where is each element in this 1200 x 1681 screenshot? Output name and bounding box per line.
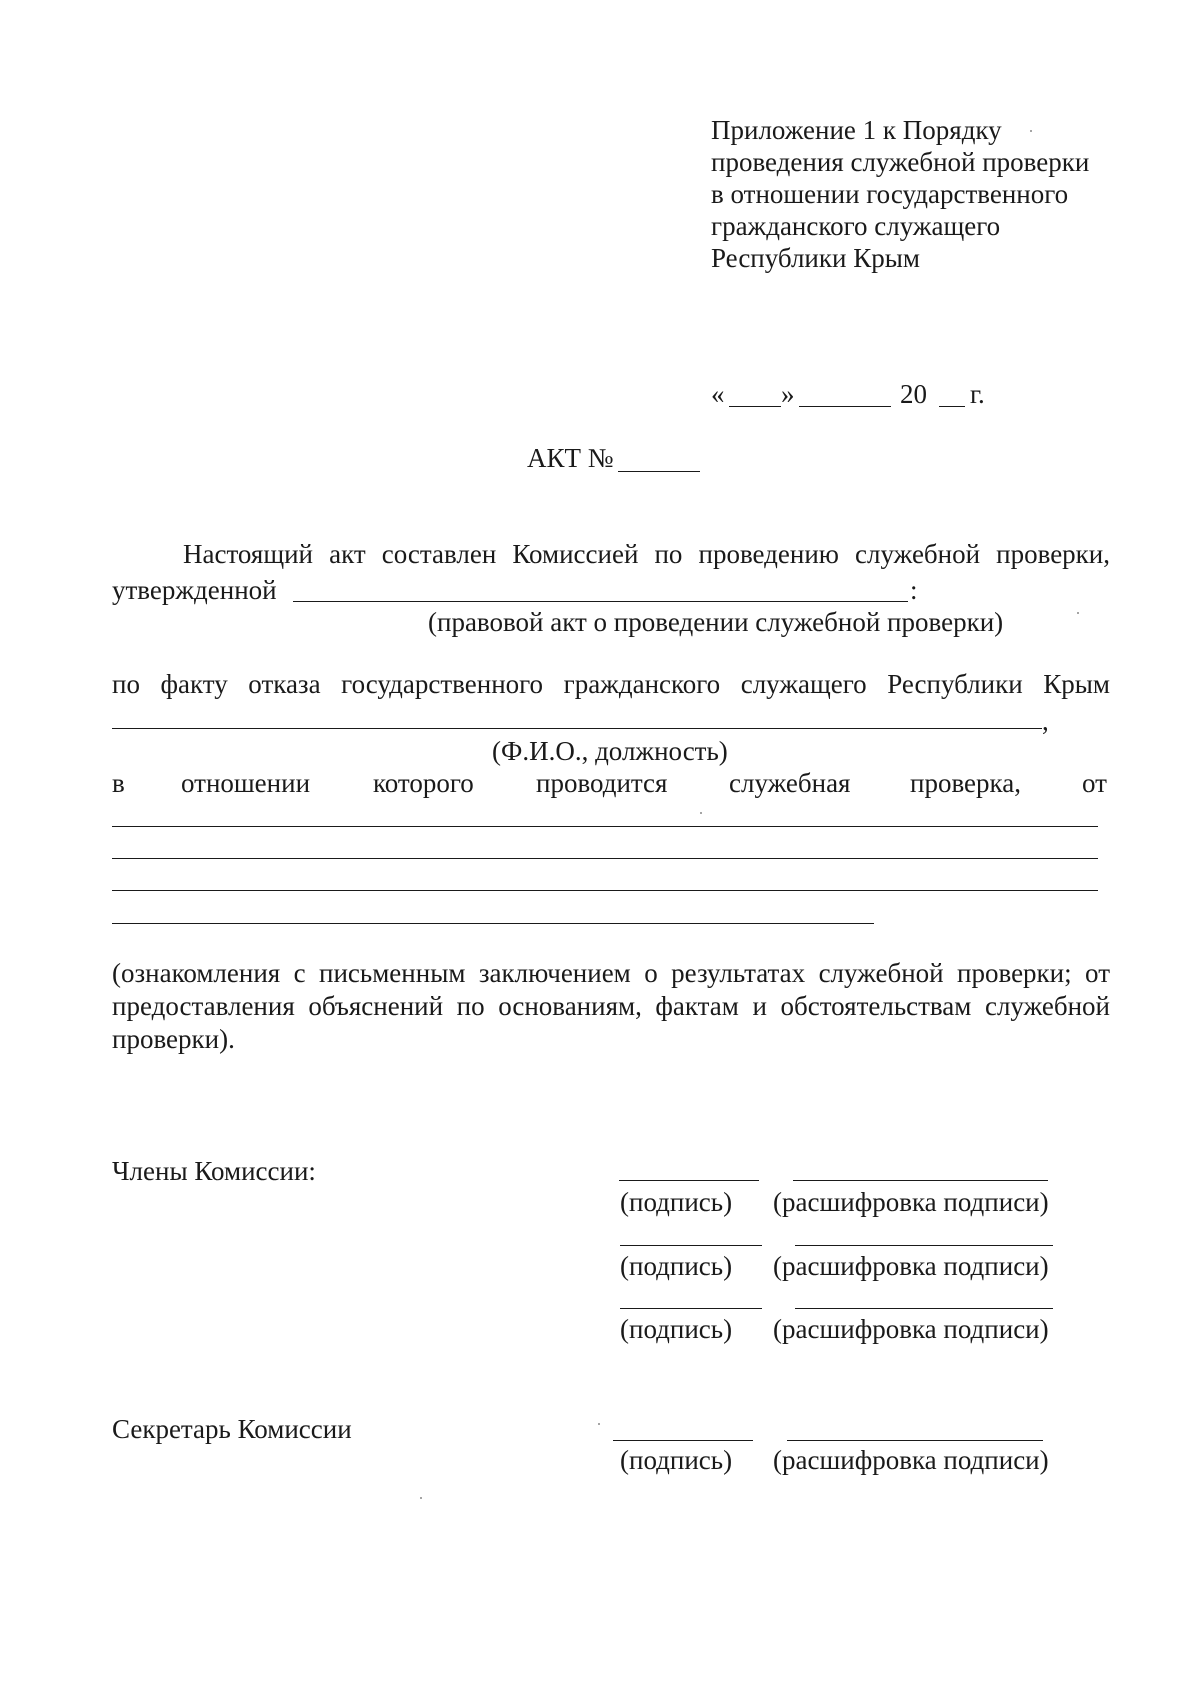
scan-speck <box>420 1497 422 1499</box>
appendix-line: Республики Крым <box>711 243 920 273</box>
decoding-caption: (расшифровка подписи) <box>773 1187 1049 1217</box>
signature-blank <box>613 1440 753 1441</box>
blank-line-4 <box>112 923 874 924</box>
options-paragraph: (ознакомления с письменным заключением о результатах служебной проверки; от предоставления объяснений по основаниям, фактам и обстоятельствам служебной проверки). <box>112 958 1110 1054</box>
signature-caption: (подпись) <box>620 1445 733 1475</box>
blank-line-3 <box>112 890 1098 891</box>
appendix-line: гражданского служащего <box>711 211 1001 241</box>
decoding-blank <box>787 1440 1043 1441</box>
legal-act-blank <box>293 601 908 602</box>
fio-blank <box>112 728 1042 729</box>
legal-act-caption: (правовой акт о проведении служебной проверки) <box>428 607 1004 637</box>
scan-speck <box>700 812 702 814</box>
word: проверка, <box>910 768 1021 798</box>
word: отношении <box>181 768 311 798</box>
decoding-blank <box>795 1308 1053 1309</box>
fio-caption: (Ф.И.О., должность) <box>492 736 728 766</box>
blank-line-1 <box>112 826 1098 827</box>
refusal-line: по факту отказа государственного гражданского служащего Республики Крым <box>112 669 1110 699</box>
word: служебная <box>729 768 851 798</box>
blank-line-2 <box>112 858 1098 859</box>
signature-blank <box>620 1308 762 1309</box>
signature-blank <box>619 1180 759 1181</box>
word: от <box>1082 768 1107 798</box>
signature-caption: (подпись) <box>620 1187 733 1217</box>
word: проводится <box>536 768 668 798</box>
date-open-quote: « <box>711 379 725 409</box>
approved-label: утвержденной <box>112 575 277 605</box>
scan-speck <box>1030 130 1032 132</box>
act-number-blank <box>618 471 700 472</box>
word: которого <box>373 768 474 798</box>
signature-caption: (подпись) <box>620 1314 733 1344</box>
act-title: АКТ № <box>527 443 614 473</box>
intro-colon: : <box>910 575 918 605</box>
appendix-header <box>711 114 1089 274</box>
decoding-caption: (расшифровка подписи) <box>773 1314 1049 1344</box>
secretary-label: Секретарь Комиссии <box>112 1414 352 1444</box>
decoding-caption: (расшифровка подписи) <box>773 1251 1049 1281</box>
scan-speck <box>598 1423 600 1425</box>
year-suffix: г. <box>970 379 985 409</box>
appendix-line: Приложение 1 к Порядку <box>711 115 1002 145</box>
intro-line-1: Настоящий акт составлен Комиссией по проведению служебной проверки, <box>183 539 1110 569</box>
decoding-caption: (расшифровка подписи) <box>773 1445 1049 1475</box>
decoding-blank <box>793 1180 1048 1181</box>
appendix-line: проведения служебной проверки <box>711 147 1090 177</box>
refusal-comma: , <box>1042 706 1049 736</box>
appendix-line: в отношении государственного <box>711 179 1069 209</box>
scan-speck <box>1077 612 1079 614</box>
signature-caption: (подпись) <box>620 1251 733 1281</box>
date-close-quote: » <box>781 379 795 409</box>
signature-blank <box>620 1245 762 1246</box>
day-blank <box>729 406 781 407</box>
word: в <box>112 768 125 798</box>
members-label: Члены Комиссии: <box>112 1156 316 1186</box>
year-blank <box>939 406 965 407</box>
decoding-blank <box>795 1245 1053 1246</box>
year-prefix: 20 <box>900 379 927 409</box>
month-blank <box>799 406 891 407</box>
